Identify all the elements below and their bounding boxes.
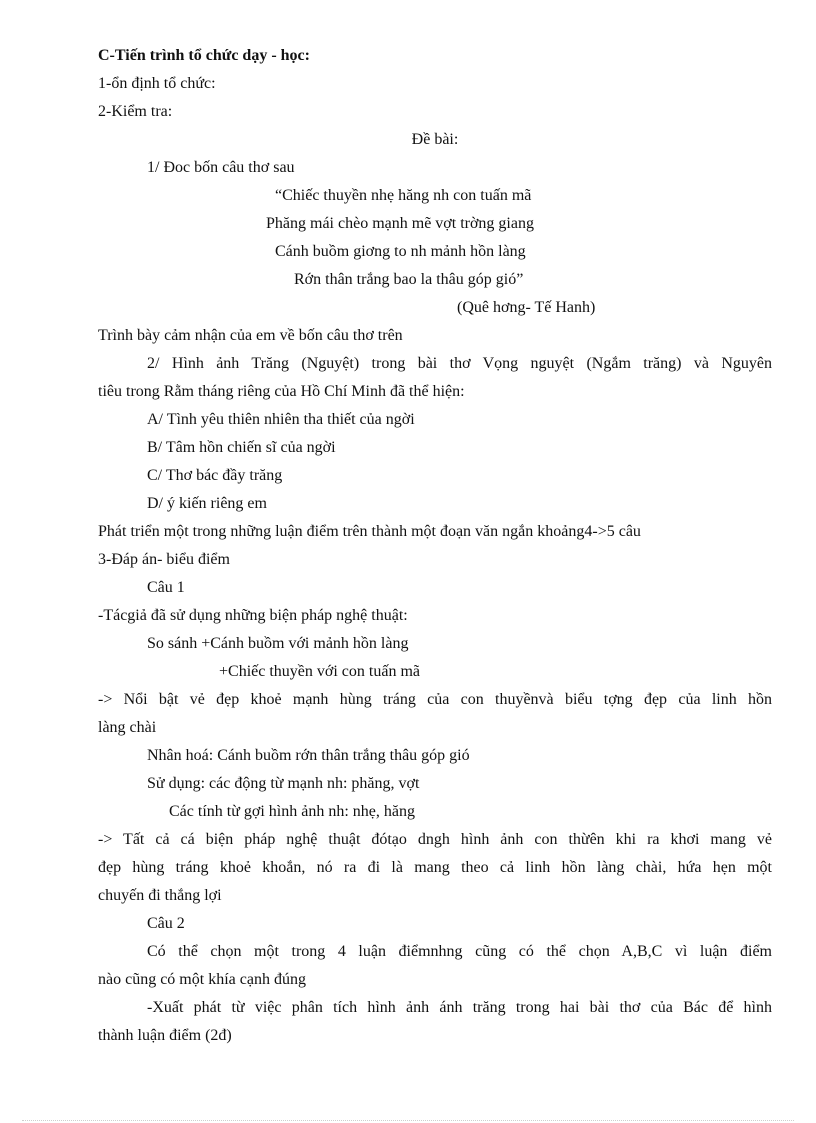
- exam-title: Đề bài:: [411, 131, 459, 148]
- poem-line-2: Phăng mái chèo mạnh mẽ vợt trờng giang: [266, 215, 534, 232]
- page-bottom-rule: [22, 1120, 794, 1121]
- question-2-line-1: 2/ Hình ảnh Trăng (Nguyệt) trong bài thơ Vọng nguyệt (Ngắm trăng) và Nguyên: [147, 355, 772, 372]
- answer-1-line-8c: chuyến đi thắng lợi: [98, 887, 222, 904]
- item-2: 2-Kiểm tra:: [98, 103, 173, 120]
- answer-1-line-8a: -> Tất cả cá biện pháp nghệ thuật đótạo dngh hình ảnh con thừên khi ra khơi mang vẻ: [98, 831, 772, 848]
- answer-2-line-1a: Có thể chọn một trong 4 luận điểmnhng cũng có thể chọn A,B,C vì luận điểm: [147, 943, 772, 960]
- option-a: A/ Tình yêu thiên nhiên tha thiết của ngời: [147, 411, 415, 428]
- answer-1-line-2: So sánh +Cánh buồm với mảnh hồn làng: [147, 635, 409, 652]
- answer-2-title: Câu 2: [147, 915, 185, 932]
- question-1-task: Trình bày cảm nhận của em về bốn câu thơ trên: [98, 327, 403, 344]
- answer-2-line-2b: thành luận điểm (2đ): [98, 1027, 232, 1044]
- poem-line-1: “Chiếc thuyền nhẹ hăng nh con tuấn mã: [275, 187, 532, 204]
- item-3: 3-Đáp án- biểu điểm: [98, 551, 230, 568]
- item-1: 1-ổn định tổ chức:: [98, 75, 216, 92]
- question-1-intro: 1/ Đoc bốn câu thơ sau: [147, 159, 295, 176]
- answer-1-line-7: Các tính từ gợi hình ảnh nh: nhẹ, hăng: [169, 803, 415, 820]
- answer-2-line-1b: nào cũng có một khía cạnh đúng: [98, 971, 306, 988]
- option-b: B/ Tâm hồn chiến sĩ của ngời: [147, 439, 336, 456]
- question-2-task: Phát triển một trong những luận điểm trên thành một đoạn văn ngắn khoảng4->5 câu: [98, 523, 641, 540]
- answer-1-line-4b: làng chài: [98, 719, 157, 736]
- answer-1-line-6: Sử dụng: các động từ mạnh nh: phăng, vợt: [147, 775, 420, 792]
- poem-line-4: Rớn thân trắng bao la thâu góp gió”: [294, 271, 524, 288]
- answer-1-line-5: Nhân hoá: Cánh buồm rớn thân trắng thâu góp gió: [147, 747, 470, 764]
- poem-source: (Quê hơng- Tế Hanh): [457, 299, 596, 316]
- answer-2-line-2a: -Xuất phát từ việc phân tích hình ảnh ánh trăng trong hai bài thơ của Bác để hình: [147, 999, 772, 1016]
- answer-1-line-3: +Chiếc thuyền với con tuấn mã: [219, 663, 420, 680]
- document-page: [98, 42, 772, 1050]
- answer-1-line-8b: đẹp hùng tráng khoẻ khoắn, nó ra đi là mang theo cả linh hồn làng chài, hứa hẹn một: [98, 859, 772, 876]
- section-heading: C-Tiến trình tổ chức dạy - học:: [98, 47, 310, 64]
- question-2-line-2: tiêu trong Rằm tháng riêng của Hồ Chí Minh đã thể hiện:: [98, 383, 465, 400]
- answer-1-title: Câu 1: [147, 579, 185, 596]
- option-c: C/ Thơ bác đầy trăng: [147, 467, 283, 484]
- answer-1-line-4a: -> Nổi bật vẻ đẹp khoẻ mạnh hùng tráng của con thuyềnvà biểu tợng đẹp của linh hồn: [98, 691, 772, 708]
- option-d: D/ ý kiến riêng em: [147, 495, 267, 512]
- answer-1-line-1: -Tácgiả đã sử dụng những biện pháp nghệ thuật:: [98, 607, 408, 624]
- poem-line-3: Cánh buồm giơng to nh mảnh hồn làng: [275, 243, 526, 260]
